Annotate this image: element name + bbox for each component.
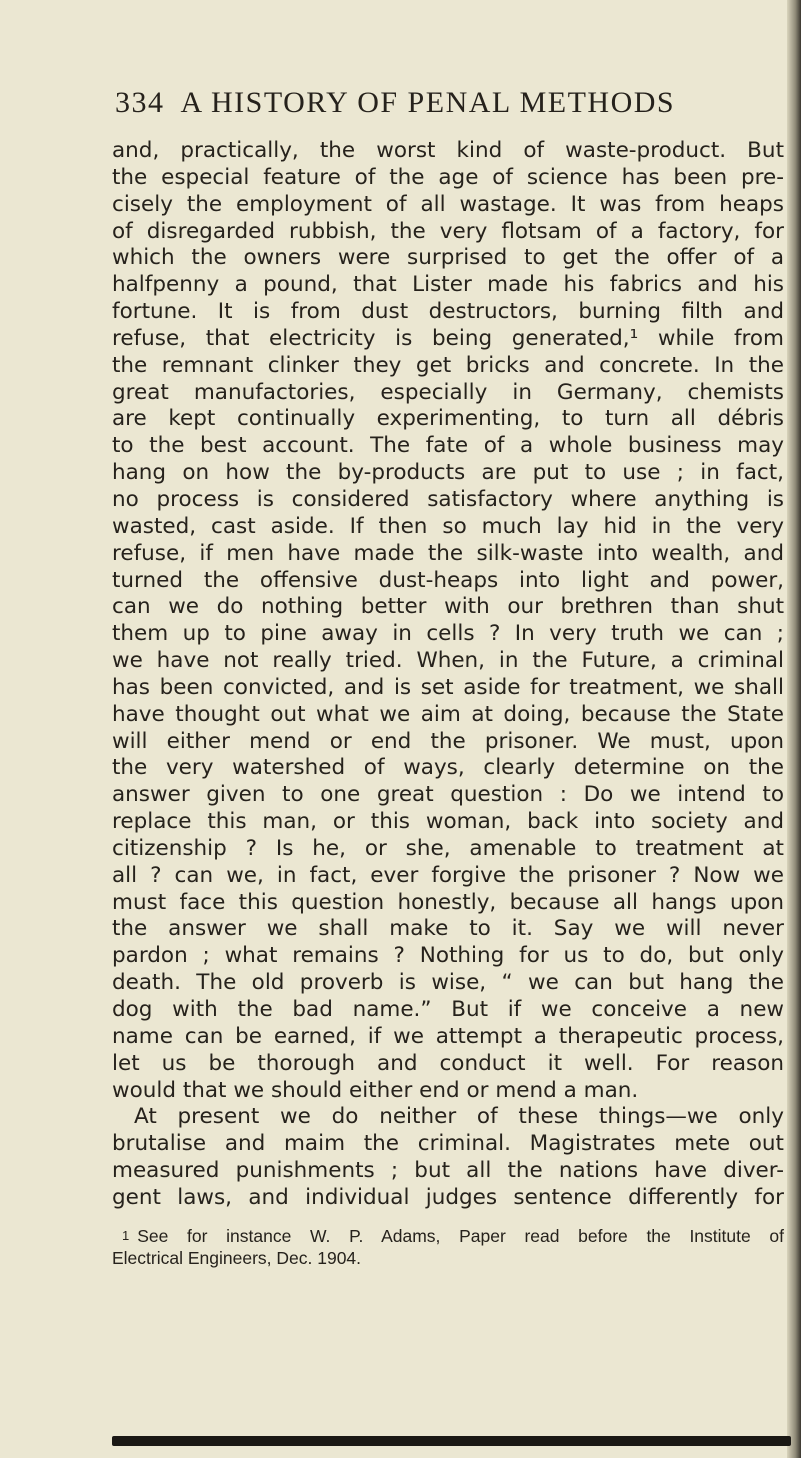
text-line: the especial feature of the age of science has been pre- <box>112 164 784 190</box>
text-line: has been convicted, and is set aside for treatment, we shall <box>112 674 784 700</box>
text-line: citizenship ? Is he, or she, amenable to treatment at <box>112 835 784 861</box>
text-line: turned the offensive dust-heaps into light and power, <box>112 567 784 593</box>
text-line: brutalise and maim the criminal. Magistrates mete out <box>112 1131 784 1157</box>
text-line: name can be earned, if we attempt a therapeutic process, <box>112 1023 784 1049</box>
body-text <box>112 138 784 1212</box>
text-line: pardon ; what remains ? Nothing for us to do, but only <box>112 943 784 969</box>
text-line: hang on how the by-products are put to use ; in fact, <box>112 460 784 486</box>
text-line: let us be thorough and conduct it well. For reason <box>112 1050 784 1076</box>
text-line: no process is considered satisfactory where anything is <box>112 486 784 512</box>
text-line: must face this question honestly, because all hangs upon <box>112 889 784 915</box>
text-line: have thought out what we aim at doing, because the State <box>112 701 784 727</box>
text-line: them up to pine away in cells ? In very truth we can ; <box>112 621 784 647</box>
text-line: fortune. It is from dust destructors, burning filth and <box>112 299 784 325</box>
running-title: A HISTORY OF PENAL METHODS <box>180 86 676 119</box>
footnote-line <box>112 1225 784 1247</box>
text-line: answer given to one great question : Do we intend to <box>112 782 784 808</box>
text-line: to the best account. The fate of a whole business may <box>112 433 784 459</box>
text-line: replace this man, or this woman, back into society and <box>112 809 784 835</box>
text-line: the remnant clinker they get bricks and concrete. In the <box>112 352 784 378</box>
text-line: would that we should either end or mend a man. <box>112 1077 639 1103</box>
text-line: the very watershed of ways, clearly determine on the <box>112 755 784 781</box>
footnote-text: See for instance W. P. Adams, Paper read before the Institute of <box>137 1226 784 1246</box>
text-line: will either mend or end the prisoner. We must, upon <box>112 728 784 754</box>
text-line: death. The old proverb is wise, “ we can but hang the <box>112 970 784 996</box>
footnote <box>112 1225 784 1269</box>
footnote-line: Electrical Engineers, Dec. 1904. <box>112 1248 362 1268</box>
text-line: wasted, cast aside. If then so much lay hid in the very <box>112 513 784 539</box>
page-edge-shadow <box>787 0 801 1458</box>
text-line: of disregarded rubbish, the very flotsam of a factory, for <box>112 218 784 244</box>
text-line: gent laws, and individual judges sentence differently for <box>112 1184 784 1210</box>
text-line: and, practically, the worst kind of waste-product. But <box>112 138 784 163</box>
text-line: refuse, if men have made the silk-waste into wealth, and <box>112 540 784 566</box>
text-line: halfpenny a pound, that Lister made his fabrics and his <box>112 272 784 298</box>
text-line: the answer we shall make to it. Say we will never <box>112 916 784 942</box>
text-line: cisely the employment of all wastage. It was from heaps <box>112 191 784 217</box>
text-line: great manufactories, especially in Germany, chemists <box>112 379 784 405</box>
text-line: which the owners were surprised to get the offer of a <box>112 245 784 271</box>
text-line: are kept continually experimenting, to turn all débris <box>112 406 784 432</box>
text-line: dog with the bad name.” But if we conceive a new <box>112 997 784 1022</box>
text-line: all ? can we, in fact, ever forgive the prisoner ? Now we <box>112 862 784 888</box>
text-line: we have not really tried. When, in the Future, a criminal <box>112 648 784 674</box>
footnote-marker: 1 <box>122 1228 130 1243</box>
page-bottom-edge <box>112 1436 791 1446</box>
text-line: measured punishments ; but all the nations have diver- <box>112 1158 784 1184</box>
page-number: 334 <box>115 86 165 119</box>
text-line: can we do nothing better with our brethren than shut <box>112 594 784 620</box>
running-head <box>115 86 755 120</box>
paragraph-start-line: At present we do neither of these things—we only <box>134 1104 784 1130</box>
text-line: refuse, that electricity is being generated,¹ while from <box>112 325 784 351</box>
